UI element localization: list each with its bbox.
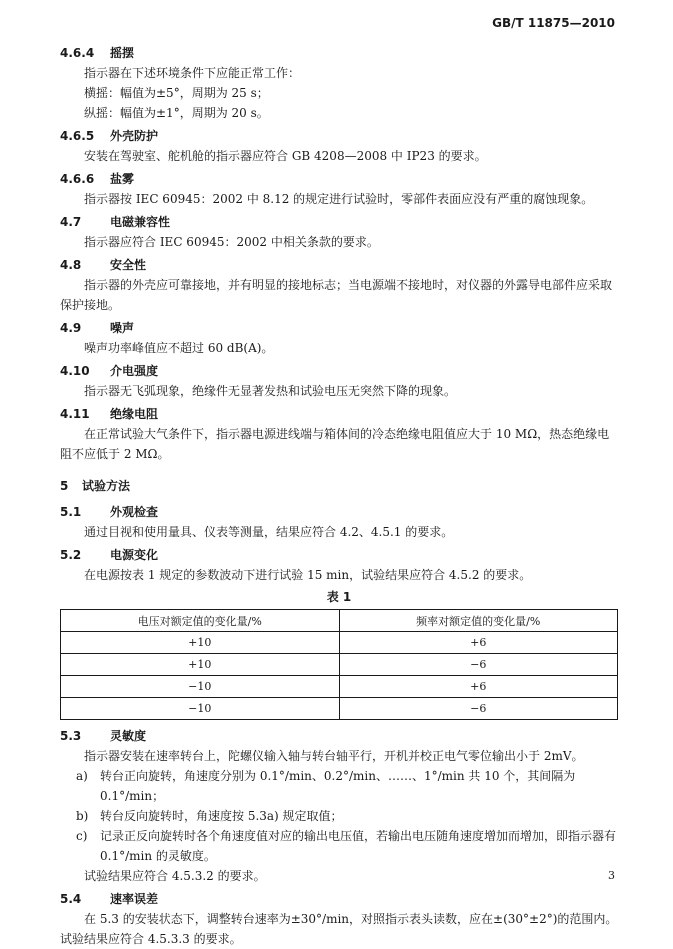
section-number: 4.6.5 [60,129,95,143]
paragraph: 在电源按表 1 规定的参数波动下进行试验 15 min，试验结果应符合 4.5.2 的要求。 [84,568,532,582]
section-number: 4.6.4 [60,46,95,60]
paragraph: 指示器按 IEC 60945：2002 中 8.12 的规定进行试验时，零部件表面应没有严重的腐蚀现象。 [84,192,594,206]
document-body [60,40,618,949]
section-title: 盐雾 [110,172,135,186]
section-title: 试验方法 [82,479,131,493]
section-number: 4.9 [60,321,82,335]
heading-4-7 [60,212,618,232]
paragraph: 噪声功率峰值应不超过 60 dB(A)。 [84,341,274,355]
paragraph: 指示器在下述环境条件下应能正常工作： [84,66,301,80]
list-item [60,826,618,866]
heading-5-4 [60,889,618,909]
section-title: 介电强度 [110,364,159,378]
list-marker: a) [76,769,88,783]
paragraph: 通过目视和使用量具、仪表等测量，结果应符合 4.2、4.5.1 的要求。 [84,525,454,539]
page-number: 3 [608,869,615,882]
list-marker: b) [76,809,89,823]
section-number: 4.8 [60,258,82,272]
heading-4-6-5 [60,126,618,146]
list-item [60,806,618,826]
paragraph: 纵摇：幅值为±1°，周期为 20 s。 [84,106,269,120]
table-1 [60,609,618,720]
heading-4-9 [60,318,618,338]
section-number: 4.7 [60,215,82,229]
table-cell: −6 [339,654,618,676]
section-title: 绝缘电阻 [110,407,159,421]
heading-4-10 [60,361,618,381]
standard-code: GB/T 11875—2010 [492,16,615,30]
paragraph: 指示器的外壳应可靠接地，并有明显的接地标志；当电源端不接地时，对仪器的外露导电部件应采取保护接地。 [60,278,613,312]
table-row [61,632,618,654]
section-title: 灵敏度 [110,729,147,743]
section-title: 电磁兼容性 [110,215,171,229]
paragraph: 试验结果应符合 4.5.3.2 的要求。 [84,869,266,883]
list-item [60,766,618,806]
section-number: 5.3 [60,729,82,743]
paragraph: 横摇：幅值为±5°，周期为 25 s； [84,86,269,100]
paragraph: 在正常试验大气条件下，指示器电源进线端与箱体间的冷态绝缘电阻值应大于 10 MΩ，热态绝缘电阻不应低于 2 MΩ。 [60,427,610,461]
table-cell: −10 [61,676,340,698]
section-title: 噪声 [110,321,135,335]
section-number: 5.2 [60,548,82,562]
heading-5 [60,476,618,496]
section-number: 4.10 [60,364,90,378]
section-title: 电源变化 [110,548,159,562]
paragraph: 指示器无飞弧现象，绝缘件无显著发热和试验电压无突然下降的现象。 [84,384,457,398]
list-item-text: 转台正向旋转，角速度分别为 0.1°/min、0.2°/min、……、1°/min 共 10 个，其间隔为 0.1°/min； [100,769,576,803]
heading-5-1 [60,502,618,522]
paragraph: 安装在驾驶室、舵机舱的指示器应符合 GB 4208—2008 中 IP23 的要求。 [84,149,487,163]
heading-4-6-6 [60,169,618,189]
table-row [61,698,618,720]
table-cell: −10 [61,698,340,720]
list-item-text: 转台反向旋转时，角速度按 5.3a) 规定取值； [100,809,343,823]
table-header-row [61,610,618,632]
section-number: 5.4 [60,892,82,906]
section-title: 外观检查 [110,505,159,519]
heading-4-11 [60,404,618,424]
paragraph: 指示器安装在速率转台上，陀螺仪输入轴与转台轴平行，开机并校正电气零位输出小于 2mV。 [84,749,584,763]
table-cell: +6 [339,632,618,654]
table-row [61,654,618,676]
section-number: 5.1 [60,505,82,519]
paragraph: 在 5.3 的安装状态下，调整转台速率为±30°/min，对照指示表头读数，应在±(30°±2°)的范围内。试验结果应符合 4.5.3.3 的要求。 [60,912,618,946]
section-number: 4.11 [60,407,90,421]
table-cell: +6 [339,676,618,698]
heading-5-3 [60,726,618,746]
section-title: 速率误差 [110,892,159,906]
section-title: 安全性 [110,258,147,272]
column-header-frequency: 频率对额定值的变化量/% [339,610,618,632]
heading-4-8 [60,255,618,275]
table-cell: +10 [61,632,340,654]
column-header-voltage: 电压对额定值的变化量/% [61,610,340,632]
heading-5-2 [60,545,618,565]
section-number: 4.6.6 [60,172,95,186]
table-row [61,676,618,698]
section-title: 摇摆 [110,46,135,60]
section-title: 外壳防护 [110,129,159,143]
table-cell: +10 [61,654,340,676]
table-caption: 表 1 [326,590,352,604]
heading-4-6-4 [60,43,618,63]
table-cell: −6 [339,698,618,720]
paragraph: 指示器应符合 IEC 60945：2002 中相关条款的要求。 [84,235,379,249]
list-marker: c) [76,829,88,843]
section-number: 5 [60,479,69,493]
list-item-text: 记录正反向旋转时各个角速度值对应的输出电压值，若输出电压随角速度增加而增加，即指示器有 0.1°/min 的灵敏度。 [100,829,617,863]
